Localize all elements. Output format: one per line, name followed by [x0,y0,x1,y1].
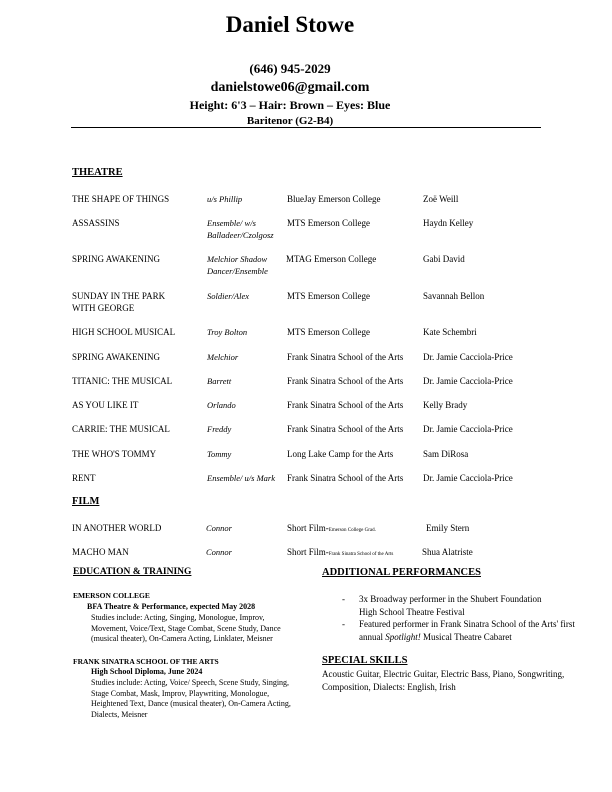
film-role: Connor [206,547,232,557]
additional-performances-heading: ADDITIONAL PERFORMANCES [322,567,481,578]
director: Zoë Weill [423,194,459,204]
studies-line: (musical theater), On-Camera Acting, Linklater, Meisner [91,634,273,643]
role: Barrett [207,376,232,386]
role-continued: Dancer/Ensemble [207,266,268,276]
director: Sam DiRosa [423,449,469,459]
email-address: danielstowe06@gmail.com [210,80,370,95]
film-org: Frank Sinatra School of the Arts [328,552,394,557]
role: u/s Phillip [207,194,243,204]
show-title: THE WHO'S TOMMY [72,449,157,459]
film-heading: FILM [72,496,100,507]
theatre-heading: THEATRE [72,167,123,178]
role: Melchior [207,352,239,362]
additional-line: High School Theatre Festival [359,606,465,617]
show-title: SPRING AWAKENING [72,352,161,362]
studies-line: Studies include: Acting, Voice/ Speech, Scene Study, Singing, [91,678,290,687]
studies-line: Movement, Voice/Text, Stage Combat, Scene Study, Dance [91,623,281,633]
venue: MTAG Emerson College [286,254,377,264]
show-title: SUNDAY IN THE PARK [72,291,166,301]
director: Dr. Jamie Cacciola-Price [423,424,513,434]
header-divider [71,127,541,128]
role: Freddy [207,424,232,434]
film-type-label: Short Film- [287,547,329,557]
show-title: RENT [72,473,96,483]
role-continued: Balladeer/Czolgosz [207,230,274,240]
degree: High School Diploma, June 2024 [91,667,203,676]
director: Gabi David [423,254,465,264]
additional-line: 3x Broadway performer in the Shubert Foundation [359,594,542,604]
film-type [287,522,376,537]
venue: Frank Sinatra School of the Arts [287,400,404,410]
text-segment: Musical Theatre Cabaret [420,631,512,642]
role: Soldier/Alex [207,291,250,301]
film-director: Emily Stern [426,523,470,533]
studies-line: Heightened Text, Dance (musical theater), On-Camera Acting, [91,699,291,708]
show-title: SPRING AWAKENING [72,254,161,264]
special-skills-heading: SPECIAL SKILLS [322,655,408,666]
show-title: HIGH SCHOOL MUSICAL [72,327,176,337]
film-role: Connor [206,523,232,533]
venue: Frank Sinatra School of the Arts [287,424,404,434]
film-type [287,546,393,561]
director: Dr. Jamie Cacciola-Price [423,473,513,483]
skills-line: Composition, Dialects: English, Irish [322,681,456,692]
film-org: Emerson College Grad. [328,528,376,533]
studies-line: Studies include: Acting, Singing, Monologue, Improv, [91,613,265,622]
additional-line: Featured performer in Frank Sinatra School of the Arts' first [359,619,575,629]
director: Dr. Jamie Cacciola-Price [423,352,513,362]
show-title: THE SHAPE OF THINGS [72,194,170,204]
additional-line [359,631,512,644]
film-type-label: Short Film- [287,523,329,533]
director: Savannah Bellon [423,291,485,301]
education-heading: EDUCATION & TRAINING [73,567,192,577]
director: Dr. Jamie Cacciola-Price [423,376,513,386]
director: Kelly Brady [423,400,468,410]
show-title-continued: WITH GEORGE [72,303,135,313]
role: Ensemble/ u/s Mark [207,473,275,483]
venue: MTS Emerson College [287,218,370,228]
role: Troy Bolton [207,327,248,337]
film-title: MACHO MAN [72,547,129,557]
spotlight-title: Spotlight! [385,631,421,642]
role: Melchior Shadow [207,254,268,264]
bullet-dash: - [342,594,345,604]
voice-type: Baritenor (G2-B4) [246,115,334,127]
film-title: IN ANOTHER WORLD [72,523,162,533]
studies-line: Dialects, Meisner [91,709,148,719]
venue: MTS Emerson College [287,327,370,337]
director: Haydn Kelley [423,218,474,228]
show-title: AS YOU LIKE IT [72,400,139,410]
school-name: FRANK SINATRA SCHOOL OF THE ARTS [73,657,219,666]
studies-line: Stage Combat, Mask, Improv, Playwriting, Monologue, [91,688,270,698]
school-name: EMERSON COLLEGE [73,591,150,600]
show-title: ASSASSINS [72,218,120,228]
resume-name: Daniel Stowe [225,12,355,37]
text-segment: annual [359,631,386,642]
show-title: CARRIE: THE MUSICAL [72,424,170,434]
venue: Frank Sinatra School of the Arts [287,376,404,386]
role: Ensemble/ w/s [207,218,256,228]
film-director: Shua Alatriste [422,547,473,557]
director: Kate Schembri [423,327,477,337]
degree: BFA Theatre & Performance, expected May 2028 [87,602,256,611]
venue: Long Lake Camp for the Arts [287,449,394,459]
venue: BlueJay Emerson College [287,194,381,204]
role: Tommy [207,449,232,459]
venue: MTS Emerson College [287,291,370,301]
show-title: TITANIC: THE MUSICAL [72,376,173,386]
bullet-dash: - [342,619,345,629]
venue: Frank Sinatra School of the Arts [287,352,404,362]
skills-line: Acoustic Guitar, Electric Guitar, Electric Bass, Piano, Songwriting, [322,669,565,679]
physical-stats: Height: 6'3 – Hair: Brown – Eyes: Blue [189,98,391,112]
venue: Frank Sinatra School of the Arts [287,473,404,483]
role: Orlando [207,400,236,410]
phone-number: (646) 945-2029 [249,61,331,76]
